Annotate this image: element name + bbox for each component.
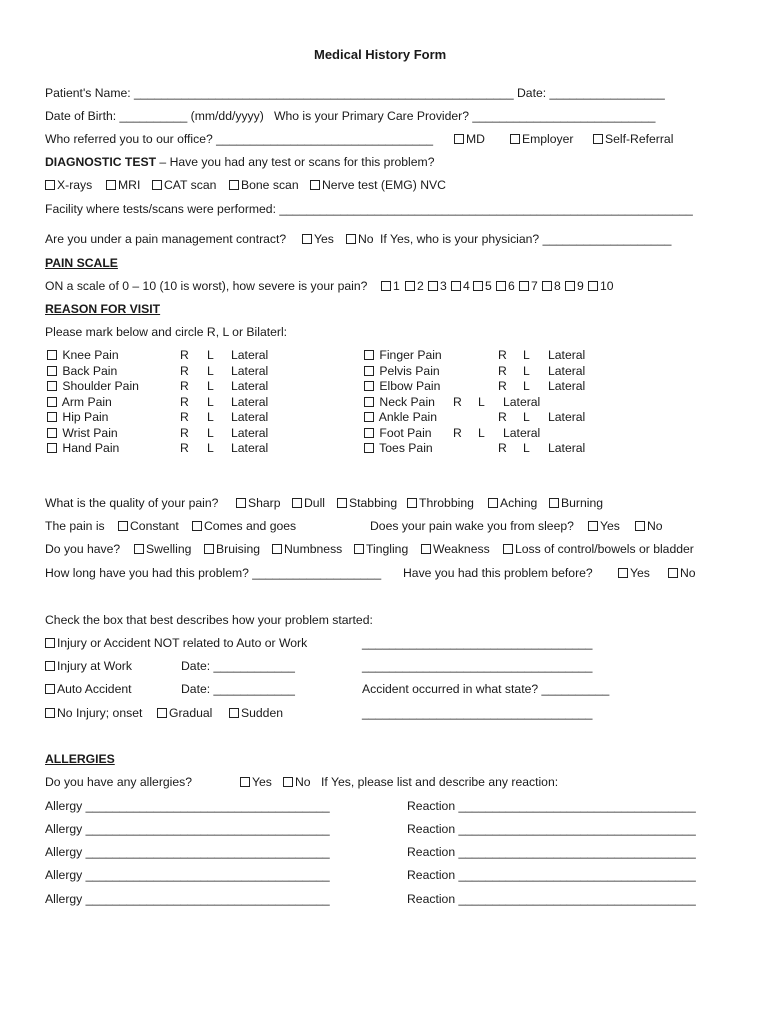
checkbox-icon[interactable] <box>45 661 55 671</box>
side-l-option[interactable]: L <box>523 348 530 362</box>
checkbox-icon[interactable] <box>364 397 374 407</box>
allergies-follow-up: If Yes, please list and describe any reaction: <box>321 775 559 789</box>
side-l-option[interactable]: L <box>207 364 214 378</box>
quality-option-sharp[interactable]: Sharp <box>236 496 281 510</box>
checkbox-icon[interactable] <box>346 234 356 244</box>
reason-instruction: Please mark below and circle R, L or Bilaterl: <box>45 325 288 339</box>
body-part-item-left-2[interactable] <box>47 379 139 393</box>
pain-contract-follow-up: If Yes, who is your physician? ___________________ <box>380 232 672 246</box>
body-part-label: Shoulder Pain <box>59 379 139 393</box>
side-r-option[interactable]: R <box>498 379 507 393</box>
checkbox-icon[interactable] <box>45 708 55 718</box>
diagnostic-question: DIAGNOSTIC TEST – Have you had any test or scans for this problem? <box>45 155 435 169</box>
checkbox-icon[interactable] <box>47 366 57 376</box>
pain-contract-question: Are you under a pain management contract? <box>45 232 287 246</box>
diagnostic-option-3[interactable]: Bone scan <box>229 178 299 192</box>
checkbox-icon[interactable] <box>549 498 559 508</box>
diagnostic-option-0[interactable]: X-rays <box>45 178 92 192</box>
checkbox-icon[interactable] <box>272 544 282 554</box>
pain-scale-question: ON a scale of 0 – 10 (10 is worst), how severe is your pain? <box>45 279 368 293</box>
allergies-yes[interactable]: Yes <box>240 775 272 789</box>
checkbox-icon[interactable] <box>240 777 250 787</box>
checkbox-icon[interactable] <box>204 544 214 554</box>
symptom-loss-of-control[interactable]: Loss of control/bowels or bladder <box>503 542 694 556</box>
symptom-swelling[interactable]: Swelling <box>134 542 191 556</box>
side-l-option[interactable]: L <box>207 426 214 440</box>
symptoms-question: Do you have? <box>45 542 121 556</box>
side-r-option[interactable]: R <box>498 441 507 455</box>
checkbox-icon[interactable] <box>364 366 374 376</box>
checkbox-icon[interactable] <box>229 180 239 190</box>
body-part-item-left-3[interactable] <box>47 395 112 409</box>
pain-contract-no[interactable]: No <box>346 232 374 246</box>
checkbox-icon[interactable] <box>47 350 57 360</box>
allergy-field-1[interactable]: Allergy ____________________________________ <box>45 822 330 836</box>
side-r-option[interactable]: R <box>498 364 507 378</box>
checkbox-icon[interactable] <box>510 134 520 144</box>
pain-level-2[interactable]: 2 <box>405 279 424 293</box>
side-r-option[interactable]: R <box>180 426 189 440</box>
before-question: Have you had this problem before? <box>403 566 593 580</box>
allergy-field-3[interactable]: Allergy ____________________________________ <box>45 868 330 882</box>
pain-level-3[interactable]: 3 <box>428 279 447 293</box>
onset-instruction: Check the box that best describes how your problem started: <box>45 613 373 627</box>
symptom-numbness[interactable]: Numbness <box>272 542 342 556</box>
checkbox-icon[interactable] <box>407 498 417 508</box>
checkbox-icon[interactable] <box>283 777 293 787</box>
side-l-option[interactable]: L <box>523 441 530 455</box>
body-part-label: Hand Pain <box>59 441 120 455</box>
checkbox-icon[interactable] <box>519 281 529 291</box>
work-date-line: Date: ____________ <box>181 659 295 673</box>
side-r-option[interactable]: R <box>498 348 507 362</box>
onset-injury-work[interactable]: Injury at Work <box>45 659 132 673</box>
md-option[interactable]: MD <box>454 132 485 146</box>
checkbox-icon[interactable] <box>236 498 246 508</box>
symptom-bruising[interactable]: Bruising <box>204 542 260 556</box>
body-part-label: Hip Pain <box>59 410 109 424</box>
side-l-option[interactable]: L <box>207 395 214 409</box>
quality-option-burning[interactable]: Burning <box>549 496 603 510</box>
checkbox-icon[interactable] <box>302 234 312 244</box>
checkbox-icon[interactable] <box>292 498 302 508</box>
accident-state-line: Accident occurred in what state? __________ <box>362 682 610 696</box>
body-part-item-right-4[interactable] <box>364 410 437 424</box>
checkbox-icon[interactable] <box>454 134 464 144</box>
sleep-question: Does your pain wake you from sleep? <box>370 519 574 533</box>
patient-name-line: Patient's Name: ________________________________________________________ Date: _________________ <box>45 86 665 100</box>
allergies-no[interactable]: No <box>283 775 311 789</box>
reason-heading: REASON FOR VISIT <box>45 302 161 316</box>
body-part-label: Toes Pain <box>376 441 433 455</box>
side-lateral-option[interactable]: Lateral <box>231 426 269 440</box>
side-r-option[interactable]: R <box>180 441 189 455</box>
onset-blank-line-3: __________________________________ <box>362 706 593 720</box>
quality-option-stabbing[interactable]: Stabbing <box>337 496 397 510</box>
checkbox-icon[interactable] <box>364 350 374 360</box>
body-part-item-left-6[interactable] <box>47 441 119 455</box>
checkbox-icon[interactable] <box>134 544 144 554</box>
checkbox-icon[interactable] <box>47 397 57 407</box>
checkbox-icon[interactable] <box>405 281 415 291</box>
checkbox-icon[interactable] <box>503 544 513 554</box>
side-lateral-option[interactable]: Lateral <box>548 348 586 362</box>
body-part-item-right-6[interactable] <box>364 441 433 455</box>
onset-injury-not-auto[interactable]: Injury or Accident NOT related to Auto or Work <box>45 636 307 650</box>
employer-option[interactable]: Employer <box>510 132 573 146</box>
side-l-option[interactable]: L <box>523 379 530 393</box>
side-l-option[interactable]: L <box>478 395 485 409</box>
facility-line: Facility where tests/scans were performed: _____________________________________________________________ <box>45 202 693 216</box>
checkbox-icon[interactable] <box>45 638 55 648</box>
allergies-heading: ALLERGIES <box>45 752 115 766</box>
side-r-option[interactable]: R <box>180 348 189 362</box>
side-lateral-option[interactable]: Lateral <box>548 379 586 393</box>
self-referral-option[interactable]: Self-Referral <box>593 132 673 146</box>
pain-level-8[interactable]: 8 <box>542 279 561 293</box>
before-yes[interactable]: Yes <box>618 566 650 580</box>
checkbox-icon[interactable] <box>47 428 57 438</box>
checkbox-icon[interactable] <box>118 521 128 531</box>
sleep-yes[interactable]: Yes <box>588 519 620 533</box>
side-lateral-option[interactable]: Lateral <box>503 395 541 409</box>
onset-auto-accident[interactable]: Auto Accident <box>45 682 132 696</box>
checkbox-icon[interactable] <box>668 568 678 578</box>
reaction-field-3[interactable]: Reaction ___________________________________ <box>407 868 696 882</box>
side-r-option[interactable]: R <box>180 410 189 424</box>
quality-option-throbbing[interactable]: Throbbing <box>407 496 474 510</box>
pain-constant-option[interactable]: Constant <box>118 519 179 533</box>
pain-level-7[interactable]: 7 <box>519 279 538 293</box>
checkbox-icon[interactable] <box>364 412 374 422</box>
side-lateral-option[interactable]: Lateral <box>503 426 541 440</box>
side-l-option[interactable]: L <box>207 441 214 455</box>
pain-comes-goes-option[interactable]: Comes and goes <box>192 519 296 533</box>
sleep-no[interactable]: No <box>635 519 663 533</box>
form-title: Medical History Form <box>314 47 447 62</box>
checkbox-icon[interactable] <box>47 381 57 391</box>
body-part-label: Pelvis Pain <box>376 364 440 378</box>
checkbox-icon[interactable] <box>451 281 461 291</box>
side-l-option[interactable]: L <box>523 410 530 424</box>
checkbox-icon[interactable] <box>588 521 598 531</box>
quality-question: What is the quality of your pain? <box>45 496 219 510</box>
side-lateral-option[interactable]: Lateral <box>231 441 269 455</box>
reaction-field-4[interactable]: Reaction ___________________________________ <box>407 892 696 906</box>
checkbox-icon[interactable] <box>354 544 364 554</box>
checkbox-icon[interactable] <box>588 281 598 291</box>
body-part-item-left-4[interactable] <box>47 410 108 424</box>
diagnostic-option-4[interactable]: Nerve test (EMG) NVC <box>310 178 446 192</box>
side-r-option[interactable]: R <box>453 395 462 409</box>
side-r-option[interactable]: R <box>498 410 507 424</box>
checkbox-icon[interactable] <box>473 281 483 291</box>
checkbox-icon[interactable] <box>229 708 239 718</box>
body-part-label: Finger Pain <box>376 348 442 362</box>
side-lateral-option[interactable]: Lateral <box>231 410 269 424</box>
checkbox-icon[interactable] <box>45 684 55 694</box>
side-lateral-option[interactable]: Lateral <box>231 348 269 362</box>
pain-level-10[interactable]: 10 <box>588 279 614 293</box>
quality-option-aching[interactable]: Aching <box>488 496 537 510</box>
checkbox-icon[interactable] <box>618 568 628 578</box>
checkbox-icon[interactable] <box>192 521 202 531</box>
side-lateral-option[interactable]: Lateral <box>231 395 269 409</box>
onset-blank-line-2: __________________________________ <box>362 659 593 673</box>
reaction-field-0[interactable]: Reaction ___________________________________ <box>407 799 696 813</box>
body-part-item-right-1[interactable] <box>364 364 440 378</box>
pain-level-9[interactable]: 9 <box>565 279 584 293</box>
side-lateral-option[interactable]: Lateral <box>548 410 586 424</box>
side-l-option[interactable]: L <box>207 379 214 393</box>
checkbox-icon[interactable] <box>496 281 506 291</box>
checkbox-icon[interactable] <box>565 281 575 291</box>
checkbox-icon[interactable] <box>381 281 391 291</box>
body-part-label: Ankle Pain <box>376 410 437 424</box>
body-part-item-left-5[interactable] <box>47 426 118 440</box>
pain-level-1[interactable]: 1 <box>381 279 400 293</box>
symptom-tingling[interactable]: Tingling <box>354 542 408 556</box>
pain-level-6[interactable]: 6 <box>496 279 515 293</box>
dob-line: Date of Birth: __________ (mm/dd/yyyy) Who is your Primary Care Provider? ___________________________ <box>45 109 656 123</box>
before-no[interactable]: No <box>668 566 696 580</box>
pain-level-4[interactable]: 4 <box>451 279 470 293</box>
side-r-option[interactable]: R <box>180 364 189 378</box>
checkbox-icon[interactable] <box>152 180 162 190</box>
side-lateral-option[interactable]: Lateral <box>548 441 586 455</box>
body-part-label: Back Pain <box>59 364 118 378</box>
side-l-option[interactable]: L <box>207 410 214 424</box>
allergy-field-0[interactable]: Allergy ____________________________________ <box>45 799 330 813</box>
body-part-item-left-1[interactable] <box>47 364 117 378</box>
pain-scale-heading: PAIN SCALE <box>45 256 118 270</box>
diagnostic-option-2[interactable]: CAT scan <box>152 178 216 192</box>
allergy-field-4[interactable]: Allergy ____________________________________ <box>45 892 330 906</box>
checkbox-icon[interactable] <box>364 428 374 438</box>
reaction-field-2[interactable]: Reaction ___________________________________ <box>407 845 696 859</box>
checkbox-icon[interactable] <box>310 180 320 190</box>
checkbox-icon[interactable] <box>337 498 347 508</box>
checkbox-icon[interactable] <box>421 544 431 554</box>
onset-sudden[interactable]: Sudden <box>229 706 283 720</box>
pain-level-5[interactable]: 5 <box>473 279 492 293</box>
allergy-field-2[interactable]: Allergy ____________________________________ <box>45 845 330 859</box>
side-lateral-option[interactable]: Lateral <box>231 364 269 378</box>
diagnostic-heading: DIAGNOSTIC TEST <box>45 155 157 169</box>
side-lateral-option[interactable]: Lateral <box>548 364 586 378</box>
pain-contract-yes[interactable]: Yes <box>302 232 334 246</box>
checkbox-icon[interactable] <box>635 521 645 531</box>
body-part-label: Arm Pain <box>59 395 112 409</box>
side-r-option[interactable]: R <box>453 426 462 440</box>
reaction-field-1[interactable]: Reaction ___________________________________ <box>407 822 696 836</box>
side-l-option[interactable]: L <box>207 348 214 362</box>
body-part-label: Wrist Pain <box>59 426 118 440</box>
auto-date-line: Date: ____________ <box>181 682 295 696</box>
body-part-item-right-2[interactable] <box>364 379 440 393</box>
side-r-option[interactable]: R <box>180 379 189 393</box>
body-part-item-left-0[interactable] <box>47 348 119 362</box>
body-part-label: Knee Pain <box>59 348 119 362</box>
checkbox-icon[interactable] <box>488 498 498 508</box>
symptom-weakness[interactable]: Weakness <box>421 542 490 556</box>
checkbox-icon[interactable] <box>106 180 116 190</box>
checkbox-icon[interactable] <box>157 708 167 718</box>
checkbox-icon[interactable] <box>47 412 57 422</box>
checkbox-icon[interactable] <box>47 443 57 453</box>
quality-option-dull[interactable]: Dull <box>292 496 325 510</box>
checkbox-icon[interactable] <box>428 281 438 291</box>
body-part-item-right-5[interactable] <box>364 426 432 440</box>
side-l-option[interactable]: L <box>478 426 485 440</box>
referred-line: Who referred you to our office? ________________________________ <box>45 132 434 146</box>
duration-question: How long have you had this problem? ___________________ <box>45 566 382 580</box>
body-part-label: Foot Pain <box>376 426 432 440</box>
checkbox-icon[interactable] <box>364 443 374 453</box>
onset-no-injury[interactable]: No Injury; onset <box>45 706 142 720</box>
body-part-item-right-0[interactable] <box>364 348 442 362</box>
onset-gradual[interactable]: Gradual <box>157 706 212 720</box>
allergies-question: Do you have any allergies? <box>45 775 193 789</box>
body-part-item-right-3[interactable] <box>364 395 435 409</box>
checkbox-icon[interactable] <box>364 381 374 391</box>
body-part-label: Elbow Pain <box>376 379 441 393</box>
checkbox-icon[interactable] <box>542 281 552 291</box>
checkbox-icon[interactable] <box>593 134 603 144</box>
side-lateral-option[interactable]: Lateral <box>231 379 269 393</box>
side-r-option[interactable]: R <box>180 395 189 409</box>
pain-is-label: The pain is <box>45 519 105 533</box>
checkbox-icon[interactable] <box>45 180 55 190</box>
side-l-option[interactable]: L <box>523 364 530 378</box>
onset-blank-line-1: __________________________________ <box>362 636 593 650</box>
diagnostic-option-1[interactable]: MRI <box>106 178 140 192</box>
body-part-label: Neck Pain <box>376 395 435 409</box>
